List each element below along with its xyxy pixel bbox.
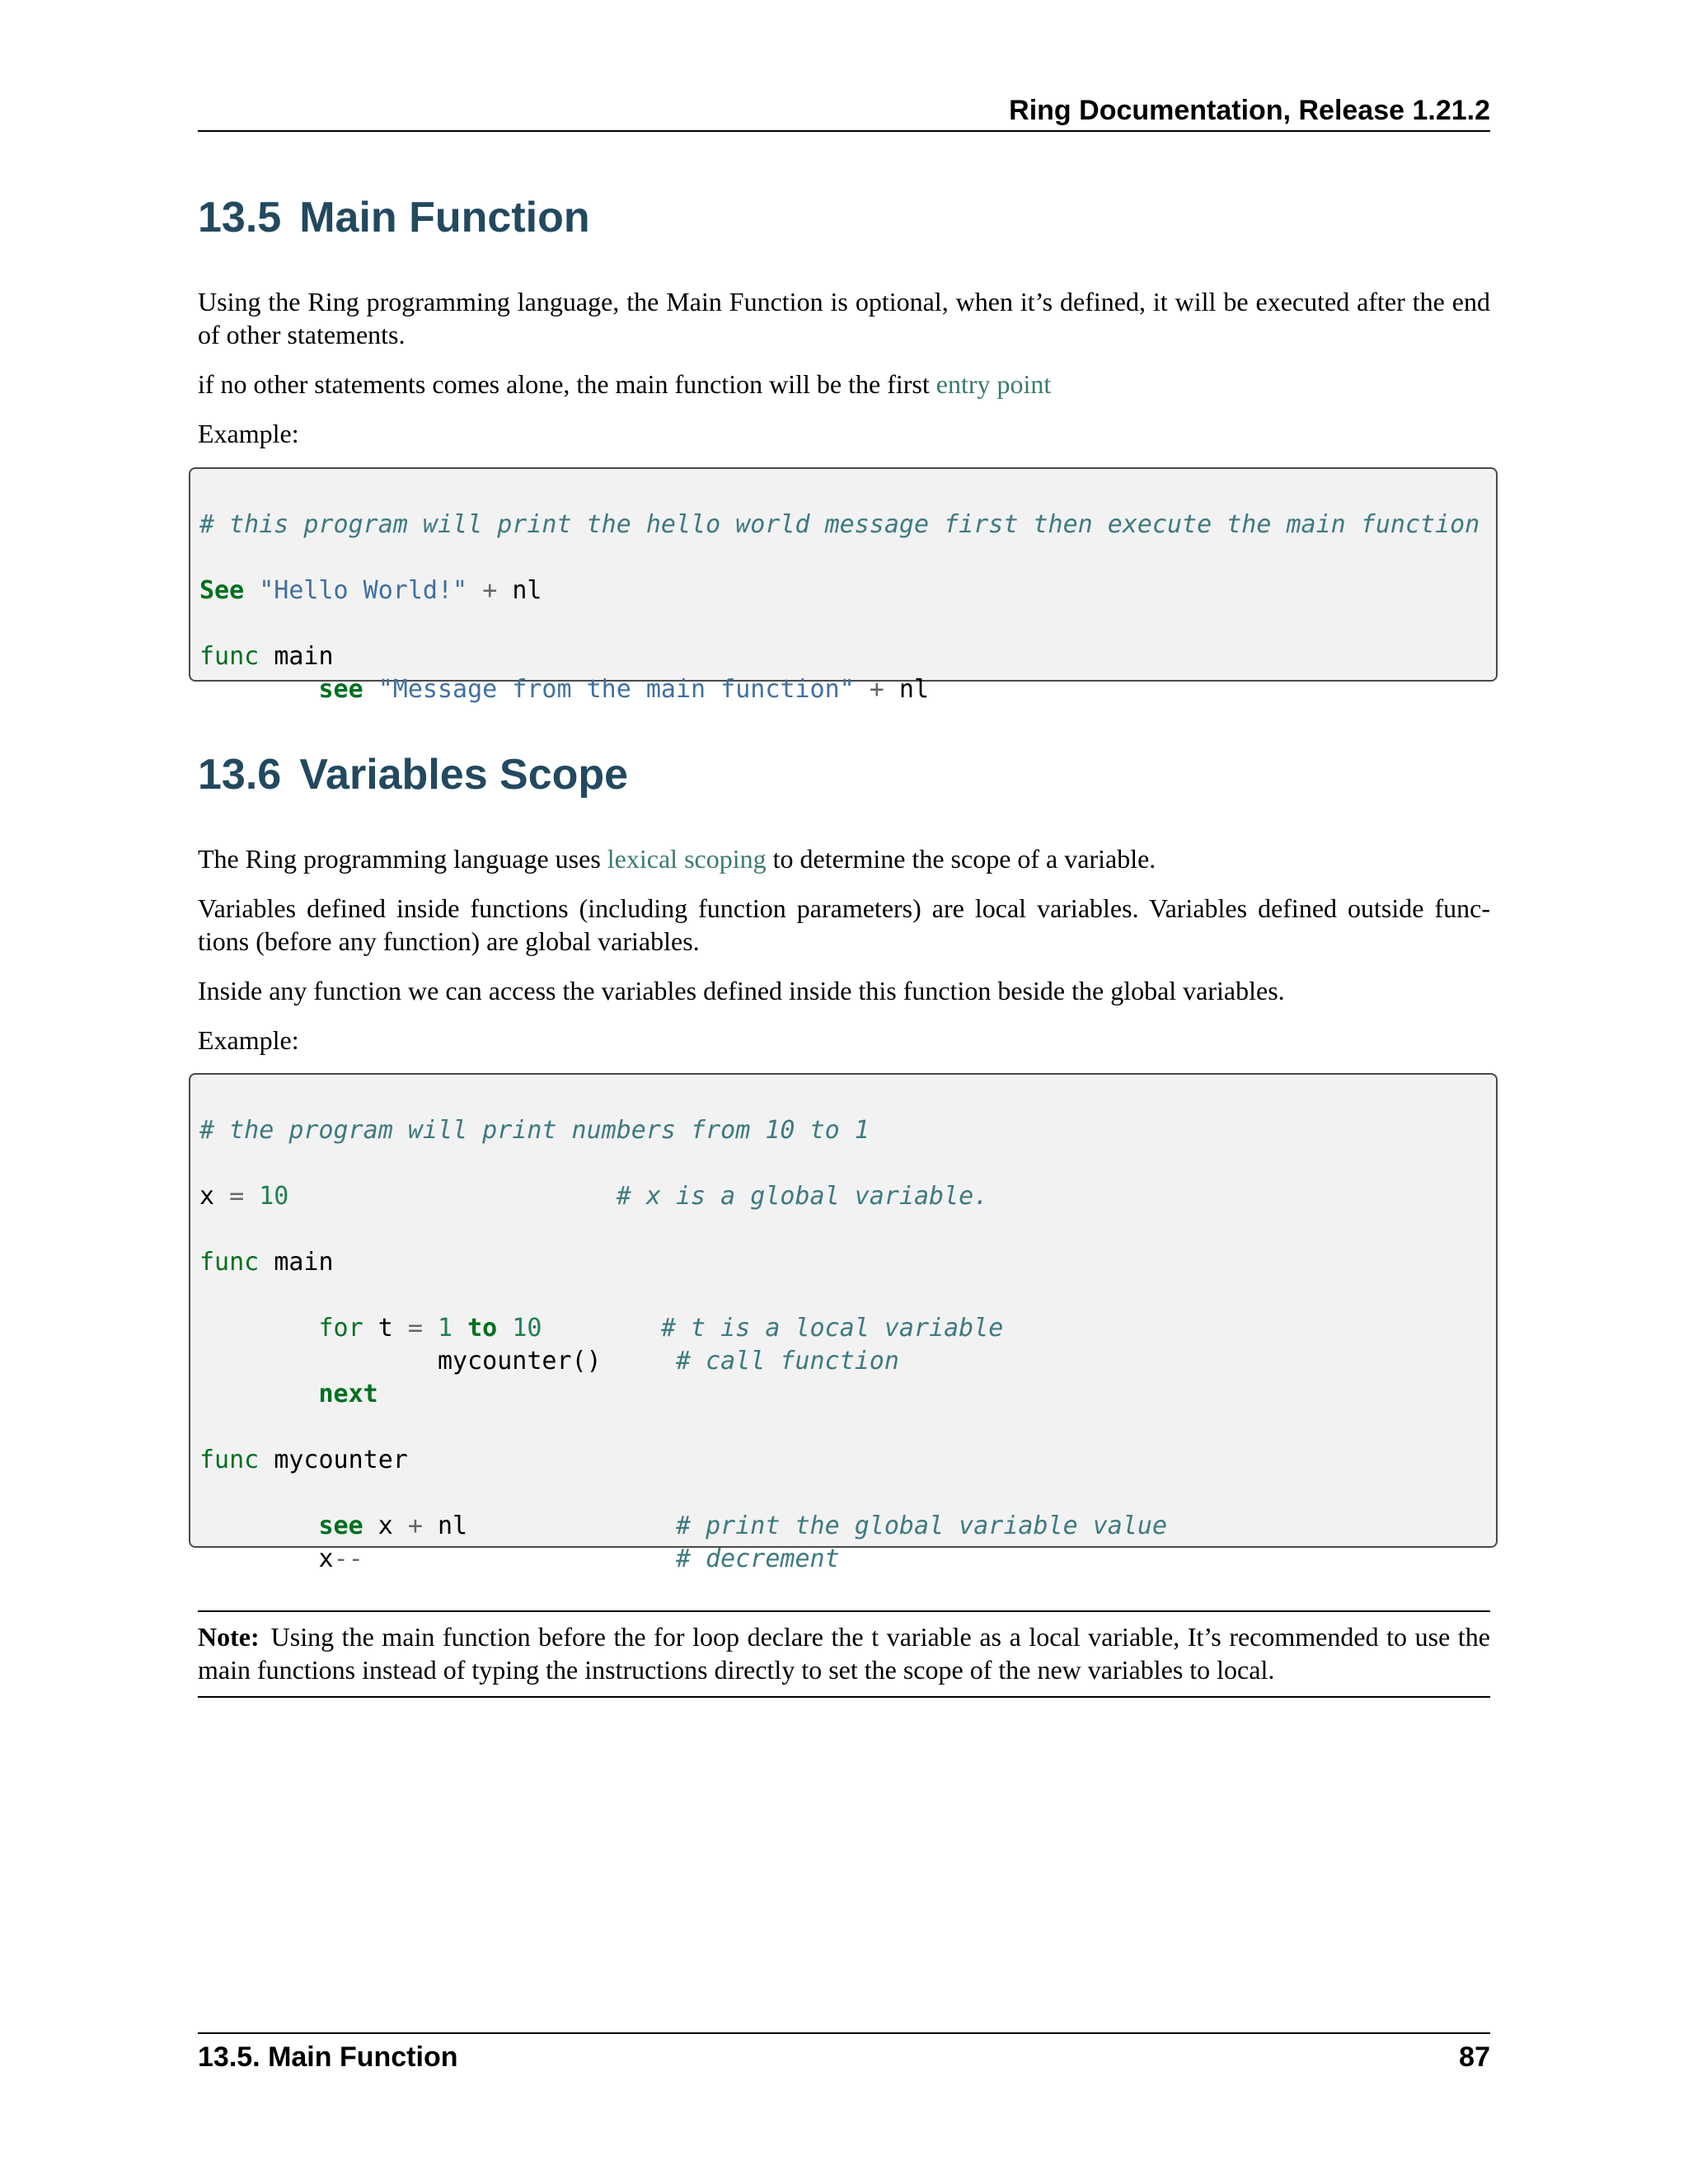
code-keyword: next	[318, 1380, 378, 1408]
code-identifier: x	[318, 1544, 334, 1573]
code-keyword: for	[318, 1314, 363, 1343]
code-operator: +	[482, 576, 498, 605]
paragraph-text: to determine the scope of a variable.	[766, 844, 1156, 874]
code-string: "Hello World!"	[259, 576, 468, 605]
page-footer	[198, 2032, 1490, 2080]
example-label: Example:	[198, 419, 299, 448]
code-identifier: x	[199, 1182, 215, 1211]
section-title-main-function	[198, 191, 590, 244]
code-number: 10	[259, 1182, 289, 1211]
code-keyword: to	[467, 1314, 498, 1343]
section-title-text: Variables Scope	[299, 751, 629, 799]
paragraph-main-intro: Using the Ring programming language, the Main Function is optional, when it’s defined, it will be executed after the end of other statements.	[198, 287, 1490, 349]
code-keyword: func	[199, 1248, 260, 1277]
code-string: "Message from the main function"	[377, 675, 855, 704]
code-keyword: See	[199, 576, 245, 605]
entry-point-link[interactable]: entry point	[935, 369, 1052, 399]
running-header: Ring Documentation, Release 1.21.2	[198, 91, 1490, 132]
code-identifier: main	[274, 1248, 334, 1277]
code-identifier: nl	[898, 675, 930, 704]
lexical-scoping-link[interactable]: lexical scoping	[607, 844, 767, 874]
paragraph-local-global: Variables defined inside functions (including function parameters) are local variables. Variables defined outside func- tions (before any function) are global variables.	[198, 893, 1490, 956]
code-identifier: x	[377, 1511, 393, 1540]
note-label: Note:	[198, 1622, 260, 1652]
section-number: 13.6	[198, 751, 282, 799]
code-identifier: main	[274, 642, 334, 671]
code-comment: # decrement	[675, 1544, 840, 1573]
code-identifier: nl	[438, 1511, 468, 1540]
code-keyword: see	[318, 675, 363, 704]
section-title-text: Main Function	[299, 194, 590, 241]
code-operator: =	[407, 1314, 423, 1343]
paragraph-lexical-scoping	[198, 842, 1490, 875]
note-text: Using the main function before the for loop declare the t variable as a local variable, It’s recommended to use the main functions instead of typing the instructions directly to set the scope of the new variables to local.	[198, 1622, 1490, 1685]
section-number: 13.5	[198, 194, 282, 241]
code-comment: # t is a local variable	[660, 1314, 1004, 1343]
code-number: 1	[438, 1314, 453, 1343]
paragraph-text: The Ring programming language uses	[198, 844, 607, 874]
code-keyword: func	[199, 642, 260, 671]
paragraph-entry-point	[198, 368, 1490, 401]
code-block-main-function	[189, 467, 1498, 704]
code-number: 10	[512, 1314, 542, 1343]
note-box	[198, 1610, 1490, 1698]
code-operator: =	[229, 1182, 245, 1211]
code-comment: # x is a global variable.	[616, 1182, 989, 1211]
page-number: 87	[1459, 2041, 1490, 2073]
footer-section-title: 13.5. Main Function	[198, 2041, 458, 2073]
code-block-variables-scope	[189, 1073, 1498, 1573]
code-keyword: see	[318, 1511, 363, 1540]
code-comment: # the program will print numbers from 10 to 1	[199, 1116, 870, 1145]
section-title-variables-scope	[198, 748, 628, 801]
code-identifier: nl	[512, 576, 542, 605]
code-operator: +	[869, 675, 884, 704]
code-operator: --	[333, 1544, 363, 1573]
code-identifier: mycounter	[274, 1446, 408, 1474]
code-call: mycounter()	[437, 1347, 602, 1376]
code-comment: # this program will print the hello world message first then execute the main function	[199, 510, 1480, 539]
example-label: Example:	[198, 1025, 299, 1055]
paragraph-text: if no other statements comes alone, the main function will be the first	[198, 369, 936, 399]
paragraph-access-variables: Inside any function we can access the variables defined inside this function beside the global variables.	[198, 976, 1285, 1005]
code-comment: # call function	[675, 1347, 899, 1376]
code-comment: # print the global variable value	[676, 1511, 1168, 1540]
code-keyword: func	[199, 1446, 260, 1474]
code-operator: +	[407, 1511, 423, 1540]
code-identifier: t	[377, 1314, 393, 1343]
